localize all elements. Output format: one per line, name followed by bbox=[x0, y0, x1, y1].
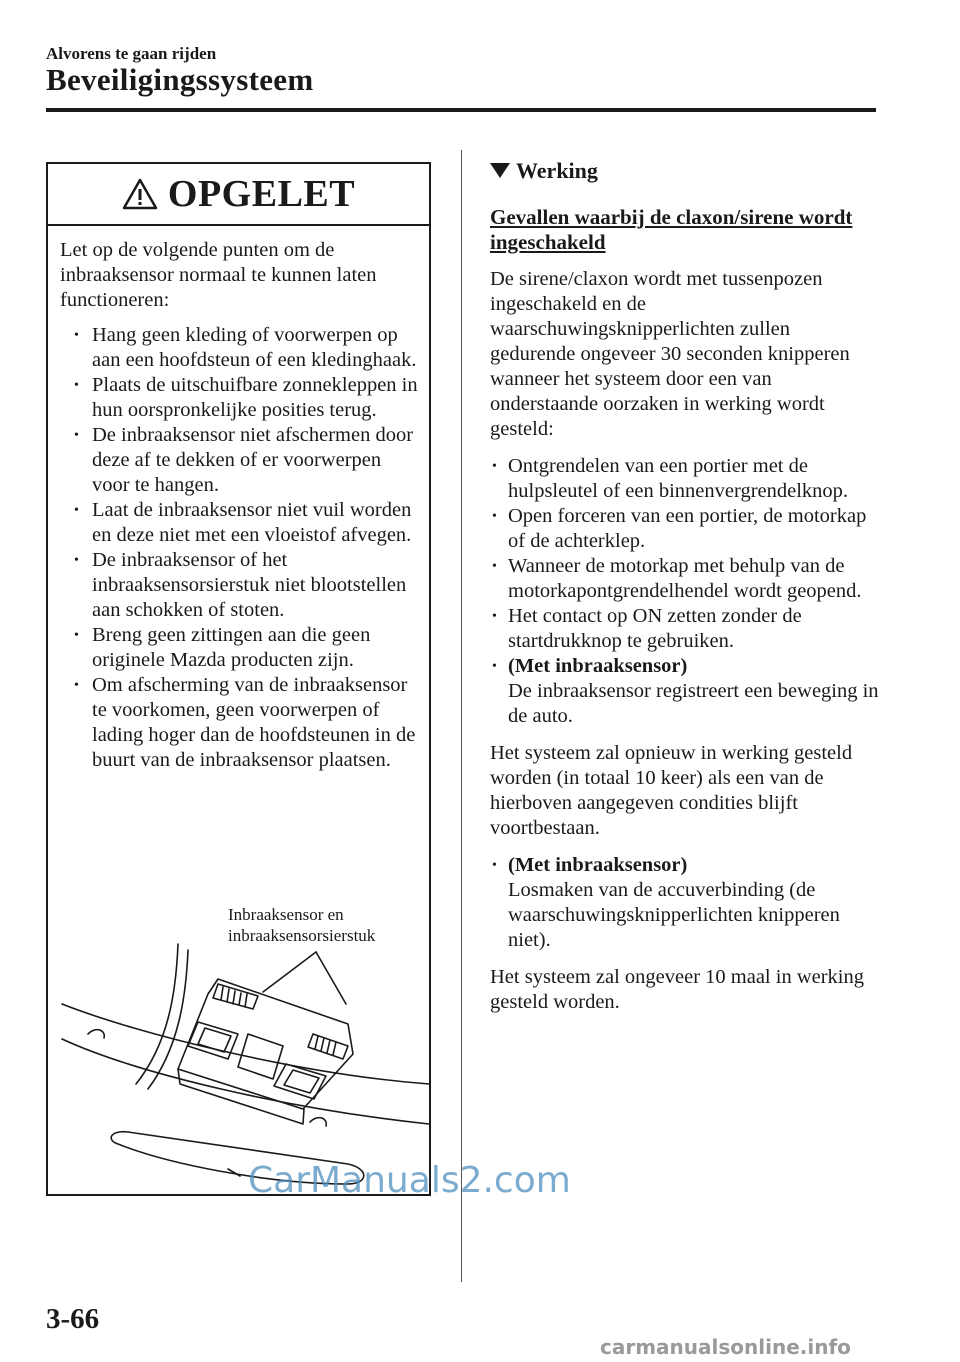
page-number: 3-66 bbox=[46, 1303, 100, 1335]
page-title: Beveiligingssysteem bbox=[46, 62, 314, 97]
paragraph: Het systeem zal opnieuw in werking gesteld worden (in totaal 10 keer) als een van de hierboven aangegeven condities blijft voortbestaan. bbox=[490, 742, 853, 839]
paragraph: Het systeem zal ongeveer 10 maal in werking gesteld worden. bbox=[490, 966, 864, 1013]
battery-list bbox=[490, 853, 880, 953]
paragraph: De sirene/claxon wordt met tussenpozen ingeschakeld en de waarschuwingsknipperlichten zullen gedurende ongeveer 30 seconden knipperen wanneer het systeem door een van onderstaande oorzaken in werking wordt gesteld: bbox=[490, 268, 850, 440]
figure-label-line-1: Inbraaksensor en bbox=[228, 905, 344, 924]
triangle-down-icon bbox=[490, 163, 510, 178]
caution-item: • Hang geen kleding of voorwerpen op aan een hoofdsteun of een kledinghaak. bbox=[66, 323, 419, 373]
figure-label-line-2: inbraaksensorsierstuk bbox=[228, 926, 376, 945]
caution-title: OPGELET bbox=[167, 173, 356, 215]
caution-item: • Plaats de uitschuifbare zonnekleppen in hun oorspronkelijke posities terug. bbox=[66, 373, 419, 423]
werking-section bbox=[490, 158, 880, 1027]
caution-item: • Breng geen zittingen aan die geen originele Mazda producten zijn. bbox=[66, 623, 419, 673]
watermark: CarManuals2.com bbox=[248, 1160, 571, 1201]
subheading: Gevallen waarbij de claxon/sirene wordt ingeschakeld bbox=[490, 205, 853, 254]
list-item bbox=[490, 853, 880, 953]
column-divider bbox=[461, 150, 462, 1282]
section-label: Alvorens te gaan rijden bbox=[46, 44, 217, 63]
caution-item: • De inbraaksensor of het inbraaksensorsierstuk niet blootstellen aan schokken of stoten. bbox=[66, 548, 419, 623]
caution-body bbox=[48, 226, 429, 773]
list-item: • Ontgrendelen van een portier met de hulpsleutel of een binnenvergrendelknop. bbox=[490, 454, 880, 504]
list-item-text: De inbraaksensor registreert een beweging in de auto. bbox=[508, 680, 879, 727]
section-heading-text: Werking bbox=[516, 158, 598, 183]
list-item: • Het contact op ON zetten zonder de startdrukknop te gebruiken. bbox=[490, 604, 880, 654]
list-item: • Wanneer de motorkap met behulp van de motorkapontgrendelhendel wordt geopend. bbox=[490, 554, 880, 604]
caution-intro: Let op de volgende punten om de inbraaksensor normaal te kunnen laten functioneren: bbox=[60, 239, 377, 311]
caution-item: • Laat de inbraaksensor niet vuil worden en deze niet met een vloeistof afvegen. bbox=[66, 498, 419, 548]
caution-list bbox=[60, 323, 419, 773]
section-heading bbox=[490, 158, 880, 183]
figure-label bbox=[228, 904, 375, 946]
header-rule bbox=[46, 108, 876, 112]
footer-watermark: carmanualsonline.info bbox=[600, 1335, 851, 1359]
list-item-bold: (Met inbraaksensor) bbox=[508, 655, 688, 677]
caution-box bbox=[46, 162, 431, 1196]
caution-header bbox=[48, 164, 429, 226]
warning-icon bbox=[122, 178, 158, 210]
list-item bbox=[490, 654, 880, 729]
cause-list bbox=[490, 454, 880, 729]
sensor-illustration bbox=[48, 884, 429, 1194]
list-item: • Open forceren van een portier, de motorkap of de achterklep. bbox=[490, 504, 880, 554]
caution-item: • Om afscherming van de inbraaksensor te voorkomen, geen voorwerpen of lading hoger dan de hoofdsteunen in de buurt van de inbraaksensor plaatsen. bbox=[66, 673, 419, 773]
caution-item: • De inbraaksensor niet afschermen door deze af te dekken of er voorwerpen voor te hangen. bbox=[66, 423, 419, 498]
list-item-text: Losmaken van de accuverbinding (de waarschuwingsknipperlichten knipperen niet). bbox=[508, 879, 840, 951]
list-item-bold: (Met inbraaksensor) bbox=[508, 854, 688, 876]
